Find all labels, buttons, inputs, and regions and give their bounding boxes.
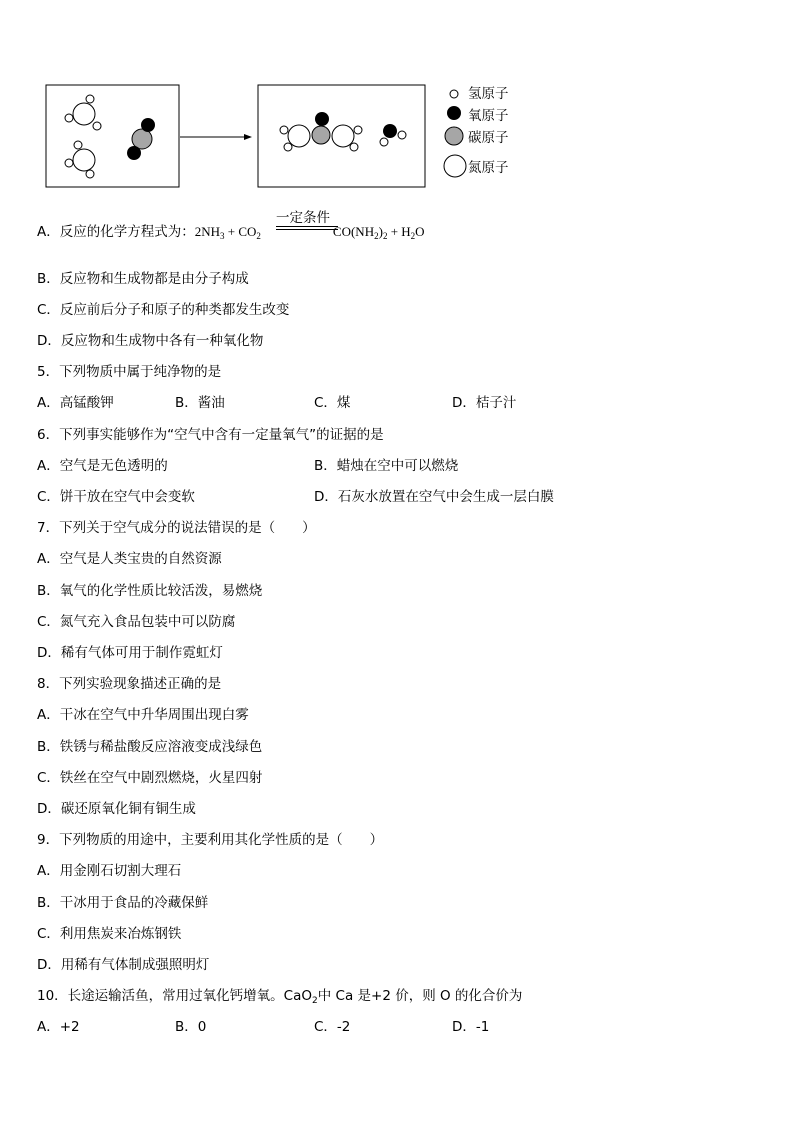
q6-option-a: A．空气是无色透明的	[37, 458, 168, 474]
q10-stem-part1: 10．长途运输活鱼，常用过氧化钙增氧。CaO	[37, 988, 313, 1004]
legend-hydrogen-label: 氢原子	[468, 86, 509, 102]
q9-stem: 9．下列物质的用途中，主要利用其化学性质的是（ ）	[37, 832, 384, 848]
reaction-diagram	[40, 80, 520, 192]
q7-option-b: B．氧气的化学性质比较活泼，易燃烧	[37, 583, 263, 599]
equation-products: $CO(NH_2)_2 + H_2O$	[332, 224, 425, 241]
q9-option-d: D．用稀有气体制成强照明灯	[37, 957, 210, 973]
legend-oxygen-symbol	[447, 106, 461, 120]
q4-option-b: B．反应物和生成物都是由分子构成	[37, 271, 249, 287]
q6-stem: 6．下列事实能够作为“空气中含有一定量氧气”的证据的是	[37, 427, 384, 443]
legend-carbon-label: 碳原子	[468, 130, 509, 146]
q9-option-b: B．干冰用于食品的冷藏保鲜	[37, 895, 209, 911]
water-molecule	[380, 124, 406, 146]
urea-molecule	[280, 112, 362, 151]
q10-stem: 10．长途运输活鱼，常用过氧化钙增氧。CaO$_2$中 Ca 是+2 价，则 O 的化合价为	[37, 988, 523, 1006]
q10-stem-part2: 中 Ca 是+2 价，则 O 的化合价为	[317, 988, 523, 1004]
q9-option-c: C．利用焦炭来冶炼钢铁	[37, 926, 182, 942]
q10-option-b: B．0	[175, 1019, 207, 1035]
q8-option-d: D．碳还原氧化铜有铜生成	[37, 801, 196, 817]
carbon-dioxide-molecule	[127, 118, 155, 160]
ammonia-molecule-1	[65, 95, 101, 130]
arrow-head	[244, 134, 252, 140]
q6-option-c: C．饼干放在空气中会变软	[37, 489, 195, 505]
q10-option-d: D．-1	[452, 1019, 490, 1035]
q4-option-a	[37, 223, 425, 241]
q7-option-c: C．氮气充入食品包装中可以防腐	[37, 614, 236, 630]
q5-option-d: D．桔子汁	[452, 395, 517, 411]
legend-carbon-symbol	[445, 127, 463, 145]
legend-oxygen-label: 氧原子	[468, 108, 509, 124]
q5-option-c: C．煤	[314, 395, 351, 411]
q10-option-c: C．-2	[314, 1019, 351, 1035]
reactants-box	[46, 85, 179, 187]
q9-option-a: A．用金刚石切割大理石	[37, 863, 182, 879]
q6-option-d: D．石灰水放置在空气中会生成一层白膜	[314, 489, 554, 505]
q8-stem: 8．下列实验现象描述正确的是	[37, 676, 222, 692]
q4-option-c: C．反应前后分子和原子的种类都发生改变	[37, 302, 290, 318]
q5-option-b: B．酱油	[175, 395, 225, 411]
q8-option-b: B．铁锈与稀盐酸反应溶液变成浅绿色	[37, 739, 263, 755]
q6-option-b: B．蜡烛在空中可以燃烧	[314, 458, 459, 474]
q7-stem: 7．下列关于空气成分的说法错误的是（ ）	[37, 520, 316, 536]
q8-option-c: C．铁丝在空气中剧烈燃烧，火星四射	[37, 770, 263, 786]
legend-nitrogen-label: 氮原子	[468, 160, 509, 176]
ammonia-molecule-2	[65, 141, 95, 178]
q4-option-a-prefix: A．反应的化学方程式为：	[37, 224, 195, 240]
legend-nitrogen-symbol	[444, 155, 466, 177]
q7-option-a: A．空气是人类宝贵的自然资源	[37, 551, 222, 567]
q5-option-a: A．高锰酸钾	[37, 395, 114, 411]
legend-hydrogen-symbol	[450, 90, 458, 98]
q4-option-d: D．反应物和生成物中各有一种氧化物	[37, 333, 264, 349]
q5-stem: 5．下列物质中属于纯净物的是	[37, 364, 222, 380]
q7-option-d: D．稀有气体可用于制作霓虹灯	[37, 645, 223, 661]
q8-option-a: A．干冰在空气中升华周围出现白雾	[37, 707, 249, 723]
q10-option-a: A．+2	[37, 1019, 80, 1035]
equation-reactants: $2NH_3 + CO_2$	[194, 224, 261, 241]
reaction-condition: 一定条件	[276, 210, 330, 226]
